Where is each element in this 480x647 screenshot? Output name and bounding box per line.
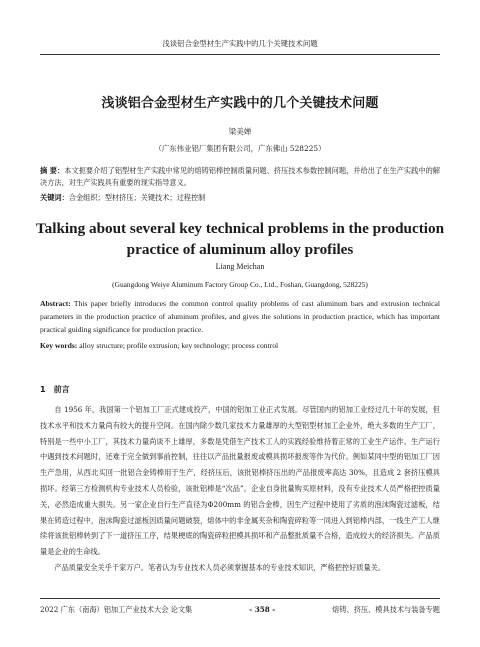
english-author: Liang Meichan bbox=[215, 262, 265, 271]
footer-proceedings: 2022 广东（南海）铝加工产业技术大会 论文集 bbox=[40, 605, 193, 614]
running-head: 浅谈铝合金型材生产实践中的几个关键技术问题 bbox=[40, 38, 440, 55]
chinese-keywords-text: 合金组织；型材挤压；关键技术；过程控制 bbox=[68, 193, 206, 202]
chinese-abstract-text: 本文扼要介绍了铝型材生产实践中常见的熔铸铝棒控制质量问题、挤压技术参数控制问题，并给出了在生产实践中的解决方法，对生产实践具有重要的现实指导意义。 bbox=[40, 166, 440, 188]
chinese-affiliation: （广东伟业铝厂集团有限公司，广东佛山 528225） bbox=[154, 144, 326, 153]
body-paragraph: 自 1956 年，我国第一个铝加工厂正式建成投产，中国的铝加工业正式发展。尽管国内的铝加工业经过几十年的发展，但技术水平和技术力量尚有较大的提升空间。在国内除少数几家技术力量雄厚的大型铝型材加工企业外，绝大多数的生产工厂，特别是一些中小工厂，其技术力量尚谈不上雄厚，多数是凭借生产技术工人的实践经验维持着正常的工业生产运作。生产运行中遇到技术问题时，还难于完全做到事前控制，往往以产品批量报废或模具损坏报废等作为代价。例如某同中型的铝加工厂因生产急用，从西北买回一批铝合金铸棒用于生产，经挤压后，该批铝棒挤压出的产品报废率高达 30%，且造成 2 套挤压模具损坏。经第三方检测机构专业技术人员检验，该批铝棒是“次品”。企业自身批量购买原材料，没有专业技术人员严格把控质量关，必然造成重大损失。另一家企业自行生产直径为Φ200mm 的铝合金棒，因生产过程中使用了劣质的泡沫陶瓷过滤板，结果在铸造过程中，泡沫陶瓷过滤板因质量问题破裂，熔体中的非金属夹杂和陶瓷碎粒等一同进入到铝棒内部，一线生产工人继续将该批铝棒转到了下一道挤压工序，结果梗底的陶瓷碎粒把模具损坏和产品整批质量不合格，造成较大的经济损失。产品质量是企业的生命线。 bbox=[40, 405, 440, 557]
footer-topic: 熔铸、挤压、模具技术与装备专题 bbox=[332, 605, 440, 614]
english-keywords bbox=[40, 341, 440, 350]
english-keywords-text: alloy structure; profile extrusion; key technology; process control bbox=[79, 341, 279, 350]
english-abstract bbox=[40, 298, 440, 336]
page-footer bbox=[40, 598, 440, 615]
english-title: Talking about several key technical problems in the production practice of aluminum alloy profiles bbox=[35, 220, 445, 258]
section-heading: 1 前言 bbox=[40, 385, 70, 394]
chinese-title: 浅谈铝合金型材生产实践中的几个关键技术问题 bbox=[101, 96, 379, 111]
english-keywords-label: Key words: bbox=[40, 341, 78, 350]
chinese-keywords bbox=[40, 193, 440, 203]
page-number: - 358 - bbox=[249, 605, 276, 614]
english-abstract-text: This paper briefly introduces the common control quality problems of cast aluminum bars and extrusion technical parameters in the production practice of aluminum profiles, and gives the solutions in production practice, which has important practical guiding significance for production practice. bbox=[40, 299, 440, 334]
english-affiliation: (Guangdong Weiye Aluminum Factory Group Co., Ltd., Foshan, Guangdong, 528225) bbox=[112, 280, 368, 289]
chinese-abstract-label: 摘 要： bbox=[40, 166, 65, 175]
body-paragraph: 产品质量安全关乎千家万户。笔者认为专业技术人员必须掌握基本的专业技术知识，严格把控好质量关。 bbox=[54, 562, 386, 572]
english-abstract-label: Abstract: bbox=[40, 299, 71, 308]
chinese-keywords-label: 关键词： bbox=[40, 193, 69, 202]
chinese-author: 梁美婵 bbox=[228, 127, 252, 136]
section-body bbox=[40, 402, 440, 576]
chinese-abstract bbox=[40, 165, 440, 189]
